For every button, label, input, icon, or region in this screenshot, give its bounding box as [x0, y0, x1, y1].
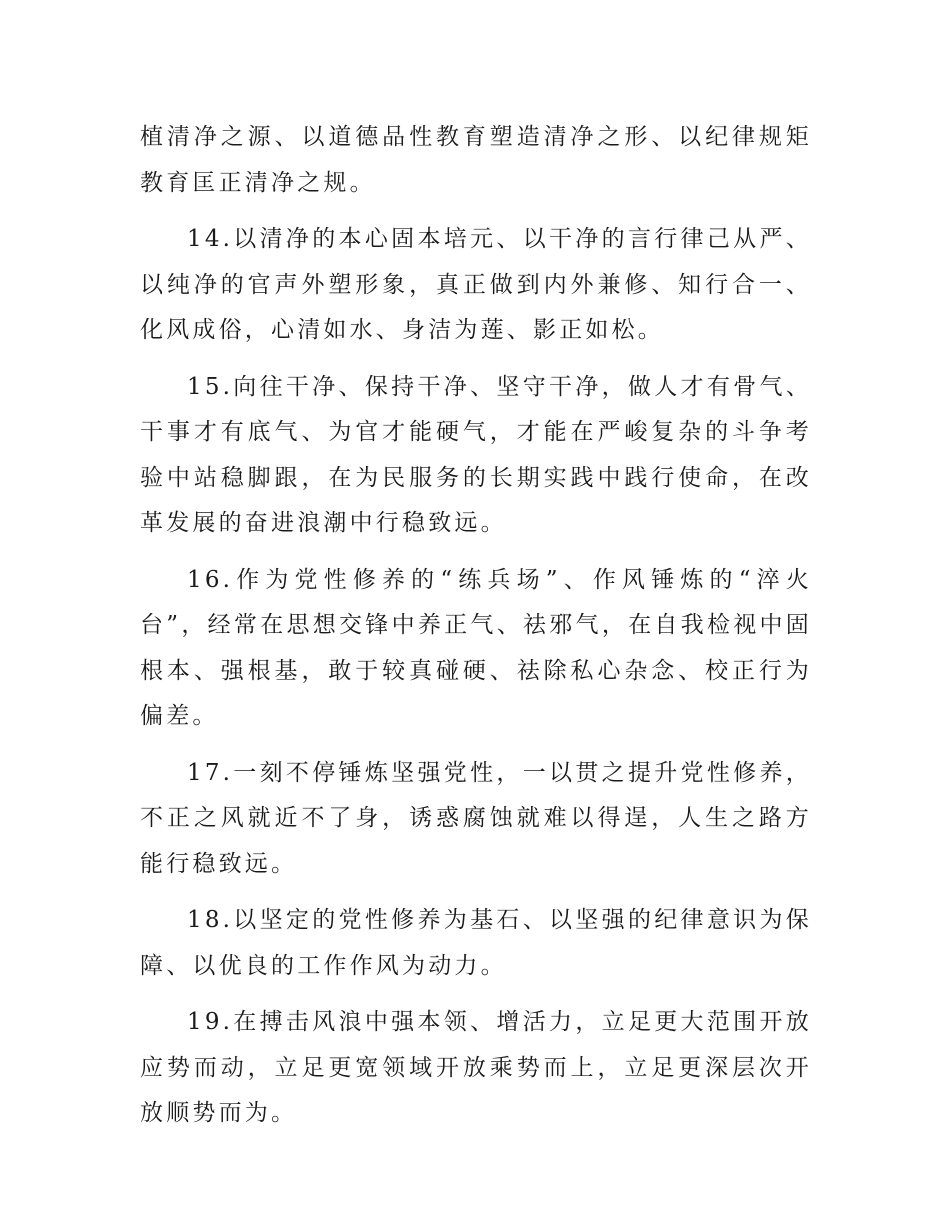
paragraph-17: 17.一刻不停锤炼坚强党性，一以贯之提升党性修养，不正之风就近不了身，诱惑腐蚀就难以得逞，人生之路方能行稳致远。: [140, 759, 812, 877]
paragraph-19: 19.在搏击风浪中强本领、增活力，立足更大范围开放应势而动，立足更宽领域开放乘势而上，立足更深层次开放顺势而为。: [140, 1009, 812, 1126]
paragraph-13-continuation: 植清净之源、以道德品性教育塑造清净之形、以纪律规矩教育匡正清净之规。: [140, 124, 812, 196]
paragraph-15: 15.向往干净、保持干净、坚守干净，做人才有骨气、干事才有底气、为官才能硬气，才能在严峻复杂的斗争考验中站稳脚跟，在为民服务的长期实践中践行使命，在改革发展的奋进浪潮中行稳致远。: [140, 373, 812, 536]
document-page: [140, 115, 812, 1148]
paragraph-16: 16.作为党性修养的“练兵场”、作风锤炼的“淬火台”，经常在思想交锋中养正气、祛邪气，在自我检视中固根本、强根基，敢于较真碰硬、祛除私心杂念、校正行为偏差。: [140, 566, 812, 729]
paragraph-18: 18.以坚定的党性修养为基石、以坚强的纪律意识为保障、以优良的工作作风为动力。: [140, 907, 812, 979]
paragraph-14: 14.以清净的本心固本培元、以干净的言行律己从严、以纯净的官声外塑形象，真正做到内外兼修、知行合一、化风成俗，心清如水、身洁为莲、影正如松。: [140, 226, 812, 343]
